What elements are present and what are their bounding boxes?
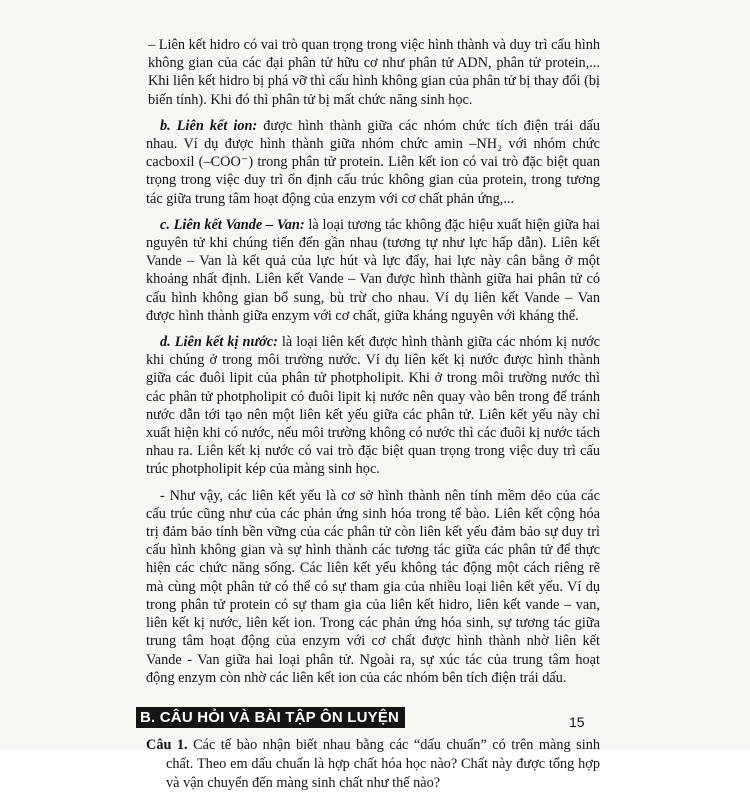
- page-number: 15: [569, 714, 585, 730]
- paragraph-term: c. Liên kết Vande – Van:: [160, 216, 305, 233]
- paragraph-ionic-bond: [146, 117, 600, 208]
- question-1: [146, 736, 600, 793]
- paragraph-van-der-waals: [146, 216, 600, 325]
- paragraph-term: b. Liên kết ion:: [160, 117, 258, 134]
- paragraph-text: là loại liên kết được hình thành giữa các nhóm kị nước khi chúng ở trong môi trường nước. Ví dụ liên kết kị nước được hình thành giữa các đuôi lipit của phân tử photpholipit. Khi ở trong môi trường nước thì các phân tử photpholipit có đuôi lipit kị nước nên quay vào bên trong để tránh nước dẫn tới tạo nên một liên kết yếu giữa các phân tử. Liên kết yếu này chỉ xuất hiện khi có nước, nếu môi trường không có nước thì các đuôi kị nước tách nhau ra. Liên kết kị nước có vai trò đặc biệt quan trọng trong việc duy trì cấu trúc photpholipit kép của màng sinh học.: [146, 334, 600, 478]
- question-label: Câu 1.: [146, 736, 188, 753]
- paragraph-hydrophobic-bond: [146, 333, 600, 479]
- paragraph-text: – Liên kết hidro có vai trò quan trọng trong việc hình thành và duy trì cấu hình không gian của các đại phân tử hữu cơ như phân tử ADN, phân tử protein,... Khi liên kết hidro bị phá vỡ thì cấu hình không gian của phân tử bị thay đổi (bị biến tính). Khi đó thì phân tử bị mất chức năng sinh học.: [148, 37, 600, 108]
- question-text: Các tế bào nhận biết nhau bằng các “dấu chuẩn” có trên màng sinh chất. Theo em dấu chuẩn là hợp chất hóa học nào? Chất này được tổng hợp và vận chuyển đến màng sinh chất như thế nào?: [166, 736, 600, 791]
- paragraph-hydrogen-bond: [146, 36, 600, 109]
- paragraph-text: là loại tương tác không đặc hiệu xuất hiện giữa hai nguyên tử khi chúng tiến đến gần nhau (tương tự như lực hấp dẫn). Liên kết Vande – Van là kết quả của lực hút và lực đẩy, hai lực này cân bằng ở một khoảng nhất định. Liên kết Vande – Van được hình thành giữa hai phân tử có cấu hình không gian bổ sung, bù trừ cho nhau. Ví dụ liên kết Vande – Van được hình thành giữa enzym với cơ chất, giữa kháng nguyên với kháng thể.: [146, 216, 601, 324]
- paragraph-summary: [146, 487, 600, 687]
- paragraph-text: được hình thành giữa các nhóm chức tích điện trái dấu nhau. Ví dụ được hình thành giữa nhóm chức amin –NH₂ với nhóm chức cacboxil (–COO⁻) trong phân tử protein. Liên kết ion có vai trò đặc biệt quan trọng trong việc duy trì ổn định cấu trúc không gian của protein, trong tương tác giữa trung tâm hoạt động của enzym với cơ chất phản ứng,...: [146, 117, 600, 207]
- paragraph-term: d. Liên kết kị nước:: [160, 334, 278, 351]
- paragraph-text: - Như vậy, các liên kết yếu là cơ sở hình thành nên tính mềm dẻo của các cấu trúc cũng như của các phản ứng sinh hóa trong tế bào. Liên kết cộng hóa trị đảm bảo tính bền vững của các phân tử còn liên kết yếu đảm bảo sự duy trì cấu hình không gian và sự hình thành các tương tác giữa các phân tử để thực hiện các chức năng sống. Các liên kết yếu không tác động một cách riêng rẽ mà cùng một phân tử có thể có sự tham gia của nhiều loại liên kết yếu. Ví dụ trong phân tử protein có sự tham gia của liên kết hidro, liên kết vande – van, liên kết kị nước, liên kết ion. Trong các phản ứng hóa sinh, sự tương tác giữa trung tâm hoạt động của enzym với cơ chất được hình thành nhờ liên kết Vande - Van giữa hai loại phân tử. Ngoài ra, sự xúc tác của trung tâm hoạt động enzym còn nhờ các liên kết ion của các nhóm bên tích điện trái dấu.: [146, 487, 600, 686]
- page-content: [140, 36, 601, 793]
- section-heading: B. CÂU HỎI VÀ BÀI TẬP ÔN LUYỆN: [136, 707, 405, 728]
